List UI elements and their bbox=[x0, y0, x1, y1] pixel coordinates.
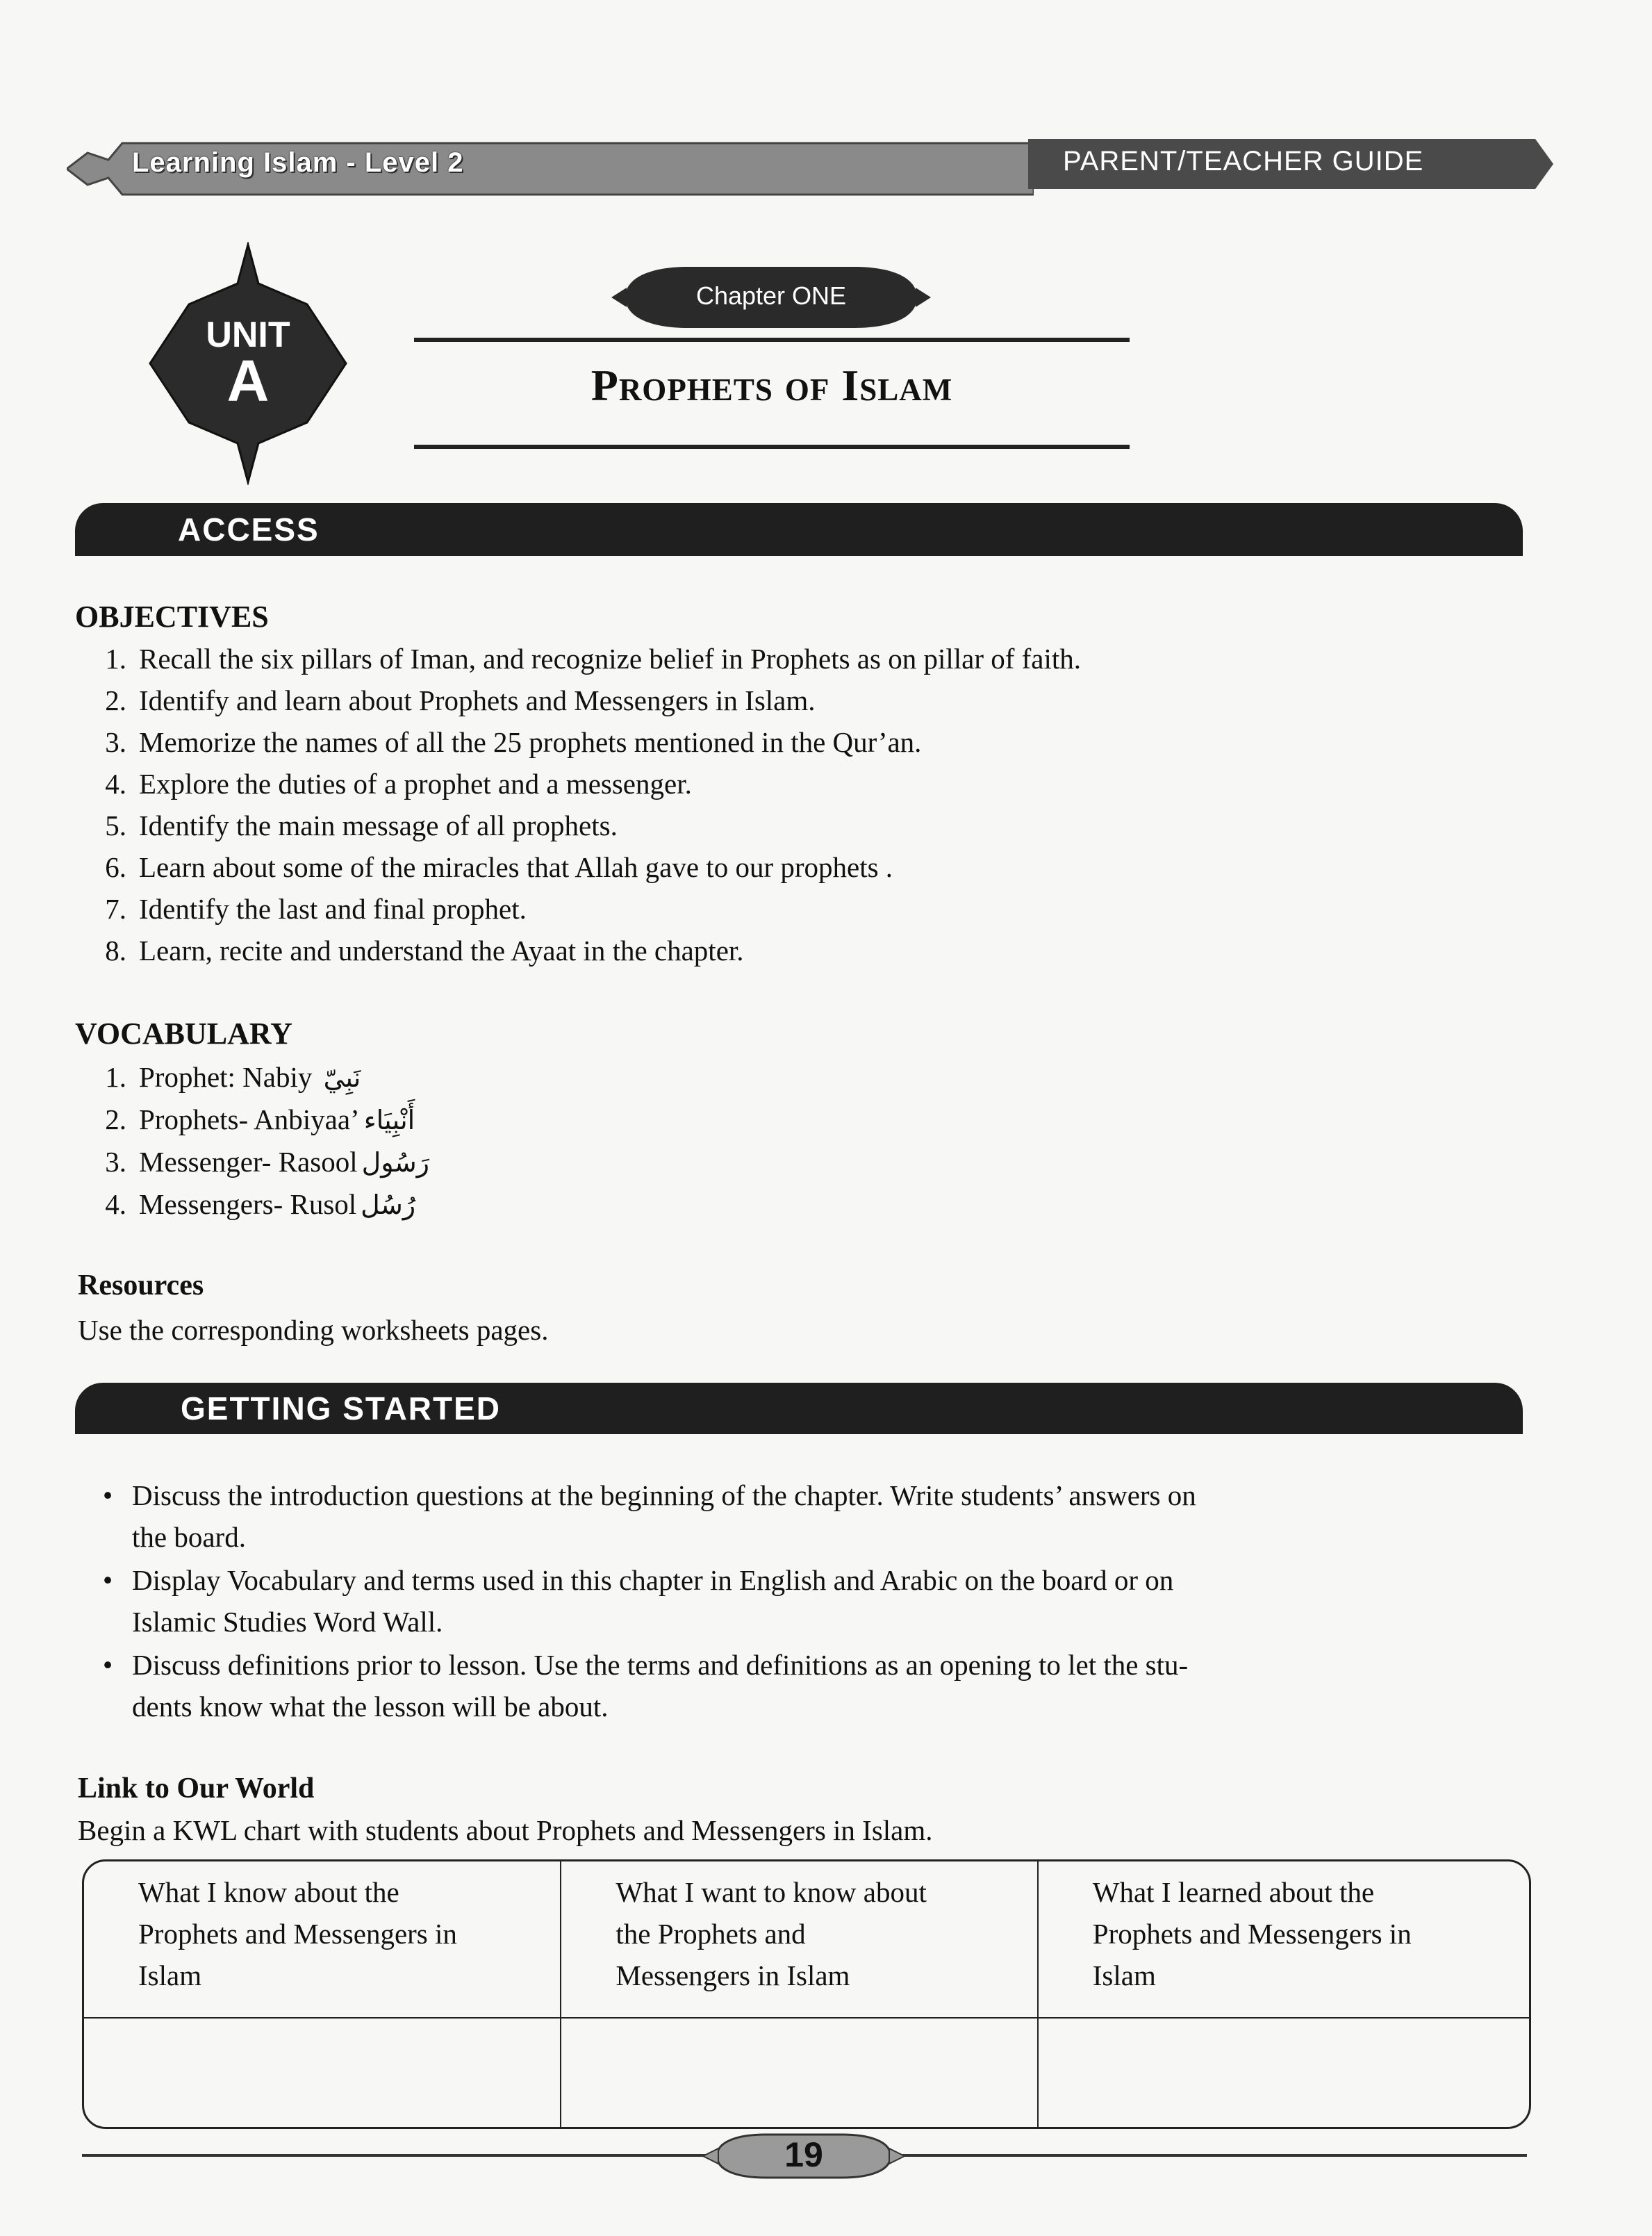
chapter-number-label: Chapter ONE bbox=[695, 281, 847, 310]
objective-item: 5. Identify the main message of all prophets. bbox=[105, 809, 618, 841]
vocabulary-item: 2. Prophets- Anbiyaa’ أَنْبِيَاء bbox=[105, 1103, 415, 1135]
kwl-learned-header: What I learned about the Prophets and Messengers in Islam bbox=[1038, 1861, 1529, 2018]
getting-started-list bbox=[83, 1474, 1196, 1727]
bullet-item: • Discuss definitions prior to lesson. Use the terms and definitions as an opening to let the stu- dents know what the lesson will be about. bbox=[102, 1649, 1189, 1723]
resources-heading: Resources bbox=[78, 1269, 204, 1301]
title-rule-bottom bbox=[414, 445, 1130, 449]
kwl-know-cell[interactable] bbox=[84, 2018, 561, 2127]
link-heading: Link to Our World bbox=[78, 1773, 315, 1805]
objective-item: 7. Identify the last and final prophet. bbox=[105, 893, 527, 925]
getting-started-section-label: GETTING STARTED bbox=[181, 1390, 502, 1427]
title-rule-top bbox=[414, 338, 1130, 342]
objective-item: 3. Memorize the names of all the 25 prophets mentioned in the Qur’an. bbox=[105, 726, 922, 758]
vocabulary-item: 3. Messenger- Rasool رَسُول bbox=[105, 1146, 430, 1178]
chapter-title: Prophets of Islam bbox=[590, 361, 953, 410]
objective-item: 1. Recall the six pillars of Iman, and recognize belief in Prophets as on pillar of faith. bbox=[105, 643, 1082, 675]
objectives-heading: OBJECTIVES bbox=[75, 600, 269, 634]
vocabulary-item: 4. Messengers- Rusol رُسُل bbox=[105, 1188, 416, 1220]
objective-item: 2. Identify and learn about Prophets and Messengers in Islam. bbox=[105, 684, 816, 716]
header-series-title: Learning Islam - Level 2 bbox=[132, 147, 464, 178]
vocabulary-heading: VOCABULARY bbox=[75, 1017, 292, 1051]
page-number: 19 bbox=[784, 2135, 823, 2174]
kwl-want-cell[interactable] bbox=[561, 2018, 1037, 2127]
objectives-list bbox=[75, 638, 1081, 971]
vocabulary-item: 1. Prophet: Nabiy نَبِيّ bbox=[105, 1061, 361, 1093]
header-ribbon-end bbox=[1521, 139, 1553, 189]
unit-letter: A bbox=[226, 348, 270, 413]
objective-item: 6. Learn about some of the miracles that Allah gave to our prophets . bbox=[105, 851, 893, 883]
bullet-item: • Display Vocabulary and terms used in this chapter in English and Arabic on the board or on Islamic Studies Word Wall. bbox=[102, 1564, 1174, 1638]
link-text: Begin a KWL chart with students about Prophets and Messengers in Islam. bbox=[78, 1814, 933, 1846]
bullet-item: • Discuss the introduction questions at the beginning of the chapter. Write students’ answers on the board. bbox=[102, 1479, 1196, 1553]
kwl-want-header: What I want to know about the Prophets and Messengers in Islam bbox=[561, 1861, 1037, 2018]
objective-item: 4. Explore the duties of a prophet and a messenger. bbox=[105, 768, 692, 800]
vocabulary-list bbox=[75, 1056, 429, 1226]
kwl-know-header: What I know about the Prophets and Messengers in Islam bbox=[84, 1861, 561, 2018]
unit-word: UNIT bbox=[206, 315, 290, 355]
header-guide-label: PARENT/TEACHER GUIDE bbox=[1063, 146, 1424, 176]
kwl-learned-cell[interactable] bbox=[1038, 2018, 1529, 2127]
kwl-chart bbox=[82, 1859, 1531, 2129]
resources-text: Use the corresponding worksheets pages. bbox=[78, 1314, 549, 1346]
objective-item: 8. Learn, recite and understand the Ayaat in the chapter. bbox=[105, 935, 744, 967]
access-section-label: ACCESS bbox=[178, 511, 320, 548]
